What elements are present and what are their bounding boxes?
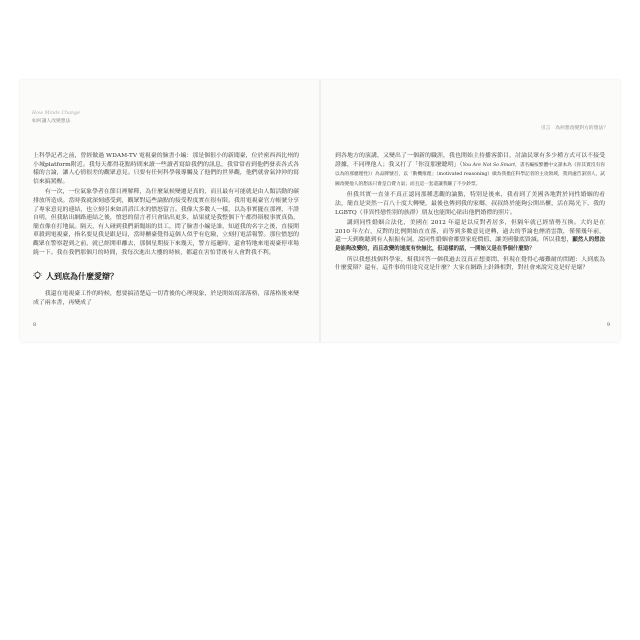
right-paragraph-3-emphasis: 顯然人的想法是能夠改變的，而且改變的速度有快無比，但這樣的話，一開始又是在爭個什麼勁？ xyxy=(335,237,605,252)
left-page xyxy=(20,80,319,342)
book-title-english: You Are Not So Smart xyxy=(462,162,516,168)
left-body-top xyxy=(33,152,299,257)
right-page-number: 9 xyxy=(606,322,610,328)
left-body-bottom xyxy=(33,290,299,307)
left-paragraph-3: 我還在電視臺工作的時候，想要搞清楚這一切背後的心理現象，於是開始寫部落格，部落格後來變成了兩本書，再變成了 xyxy=(33,291,299,306)
right-paragraph-1 xyxy=(335,152,605,189)
right-paragraph-1-a: 到各地方的演講，又變出了一個新的職涯，我也開始主持播客節目，討論民眾有多少種方式可以不接受證據，不同理他人；我又打了「你沒那麼聰明」（ xyxy=(335,153,605,168)
section-heading xyxy=(33,270,299,282)
left-page-number: 8 xyxy=(33,322,37,328)
running-head-english: How Minds Change xyxy=(32,111,81,116)
running-head-right: 引言 為何想改變對方的想法？ xyxy=(540,126,608,131)
lightbulb-icon xyxy=(33,271,42,281)
right-paragraph-3 xyxy=(335,219,605,253)
left-paragraph-1: 上科學記者之前，曾經做過 WDAM-TV 電視臺的臉書小編：那是個很小的新聞臺，位於密西西比州的小城platform附近。我每天都得花點時間來讀一些讀者寫給我們的訊息，我常常看到他們發表各式各樣的言論，讓人心情很差的觀眾意見。只要有任何科學報導觸及了他們的世界觀，他們就會氣沖沖的寫信來搞罵醒。 xyxy=(33,153,299,185)
book-spread xyxy=(20,80,620,342)
right-paragraph-4: 所以我想找個科學家，幫我回答一個我過去沒真正想要問、但現在覺得心癢難耐的問題：人到底為什麼愛辯？還有，這件事的用途究竟是什麼？大家在網路上針鋒相對，對社會來說究竟是好是壞？ xyxy=(335,256,605,272)
section-heading-text: 人到底為什麼愛辯？ xyxy=(46,271,118,281)
left-paragraph-2: 有一次，一位氣象學者在節目裡解釋，為什麼氣候變遷是真的，而且最有可能就是由人類活動的碳排放所造成。當時我就深刻感受到，觀眾對這些論點的接受程度實在很有限。我用電視臺官方帳號分享了專家意見的連結，也立刻引來如滔滔江水的憤怒留言。我像大多數人一樣，以為事實擺在那裡，不證自明，但我貼出網路連結之後，憤怒的留言者只會貼出更多，結果就是我整個下午都得辯駁事實真偽，簡直像在打地鼠。隔天，有人碰到我們新聞組的員工，問了臉書小編是誰，知道我的名字之後，直接開車殺到電視臺，指名要見我是跟是局，當時櫃臺覺得這個人似乎有危險，立刻打電話報警。那位憤怒的觀眾在警察趕到之前，就已經開車離去，那個星期接下來幾天，警方巡邏時，還會特地來電視臺停車場繞一下。我在我們那個月的時間，我每次進出大樓的時候，都還在害怕背後有人會對我不利。 xyxy=(33,189,299,256)
right-page xyxy=(321,80,620,342)
right-paragraph-2: 但我其實一直並不真正認同那種悲觀的論點，特別是後來，我看到了美國各地對於同性婚姻的看法，簡直是突然一百八十度大轉變，最後也傳到我的家鄉，叔叔終於能夠公開出櫃，活在陽光下，我的 LGBTQ（非異性戀性別的族群）朋友也能開心貼出他們婚禮的照片。 xyxy=(335,192,605,216)
right-paragraph-3-a: 講到同性婚姻合法化，美國在 2012 年還是以反對者居多，但隔年就已經情勢互換。大約是在 2010 年左右，反對的比例開始直直落，而等到多數意見逆轉，過去的爭論也煙消雲散，僅僅幾年前，還一天到晚聽到有人振振有詞，說同性婚姻會摧毀家庭價值、讓美國徹底毀滅。所以我想， xyxy=(335,220,605,244)
running-head-chinese: 如何讓人改變想法 xyxy=(32,119,71,124)
right-paragraph-1-b: ，書名編按繁體中文譯本為《你其實沒有你以為的那麼理性》）為品牌號召，以「動機推理」（motivated reasoning）做為我擔任科學記者的主攻領域，我到處告訴別人，試圖改變他人的想法只會是自費力氣；而且這一套還讓我賺了不少鈔票。 xyxy=(335,162,605,187)
right-body xyxy=(335,152,605,273)
